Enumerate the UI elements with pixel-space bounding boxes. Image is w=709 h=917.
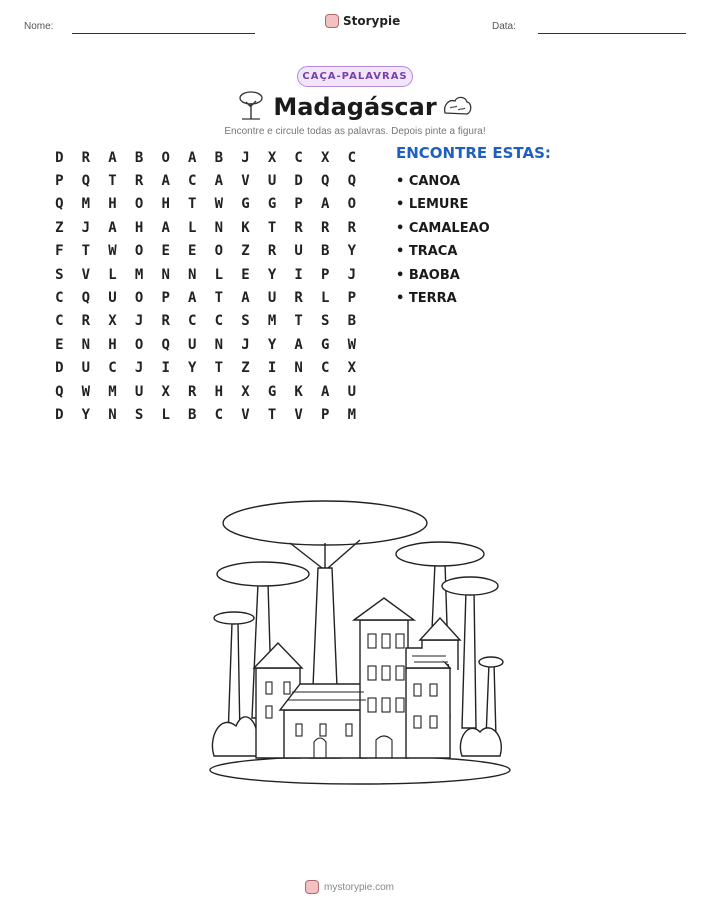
grid-cell[interactable]: L <box>161 406 170 423</box>
grid-cell[interactable]: J <box>241 336 250 353</box>
grid-cell[interactable]: C <box>108 360 117 377</box>
grid-cell[interactable]: R <box>321 219 330 236</box>
grid-cell[interactable]: V <box>241 173 250 190</box>
grid-cell[interactable]: N <box>81 336 91 353</box>
word-list-item: • TERRA <box>396 290 457 306</box>
grid-cell[interactable]: R <box>161 313 170 330</box>
grid-cell[interactable]: U <box>347 383 357 400</box>
grid-cell[interactable]: C <box>294 149 303 166</box>
grid-cell[interactable]: X <box>267 149 277 166</box>
grid-cell[interactable]: L <box>188 219 197 236</box>
grid-cell[interactable]: H <box>161 196 170 213</box>
grid-cell[interactable]: U <box>108 290 117 307</box>
grid-cell[interactable]: X <box>108 313 117 330</box>
grid-cell[interactable]: P <box>321 266 330 283</box>
grid-cell[interactable]: I <box>161 360 170 377</box>
name-line[interactable] <box>72 33 255 34</box>
grid-cell[interactable]: N <box>108 406 117 423</box>
storypie-logo-icon <box>325 14 339 28</box>
grid-cell[interactable]: S <box>241 313 250 330</box>
grid-cell[interactable]: M <box>267 313 277 330</box>
grid-cell[interactable]: C <box>55 313 64 330</box>
grid-cell[interactable]: N <box>214 336 224 353</box>
footer-url[interactable]: mystorypie.com <box>324 881 395 893</box>
word-list-title: ENCONTRE ESTAS: <box>396 144 551 162</box>
date-line[interactable] <box>538 33 686 34</box>
grid-cell[interactable]: V <box>294 406 303 423</box>
grid-cell[interactable]: R <box>294 219 303 236</box>
grid-cell[interactable]: R <box>81 149 91 166</box>
grid-cell[interactable]: T <box>214 290 224 307</box>
grid-cell[interactable]: D <box>55 149 64 166</box>
date-label: Data: <box>492 21 516 32</box>
grid-cell[interactable]: J <box>134 313 144 330</box>
grid-cell[interactable]: J <box>241 149 250 166</box>
grid-cell[interactable]: S <box>134 406 144 423</box>
grid-cell[interactable]: C <box>188 313 197 330</box>
bush-icon <box>441 93 473 119</box>
grid-cell[interactable]: U <box>134 383 144 400</box>
grid-cell[interactable]: X <box>347 360 357 377</box>
grid-cell[interactable]: J <box>347 266 357 283</box>
grid-cell[interactable]: D <box>55 406 64 423</box>
letter-grid[interactable] <box>46 146 365 427</box>
grid-cell[interactable]: F <box>55 243 64 260</box>
grid-cell[interactable]: A <box>161 173 170 190</box>
grid-cell[interactable]: C <box>55 290 64 307</box>
grid-cell[interactable]: Q <box>81 173 91 190</box>
grid-cell[interactable]: A <box>321 196 330 213</box>
grid-cell[interactable]: H <box>134 219 144 236</box>
brand <box>325 14 400 28</box>
grid-cell[interactable]: C <box>347 149 357 166</box>
grid-cell[interactable]: A <box>161 219 170 236</box>
grid-cell[interactable]: E <box>161 243 170 260</box>
grid-cell[interactable]: E <box>55 336 64 353</box>
grid-cell[interactable]: I <box>267 360 277 377</box>
grid-cell[interactable]: Q <box>55 196 64 213</box>
grid-cell[interactable]: Z <box>55 219 64 236</box>
grid-cell[interactable]: M <box>134 266 144 283</box>
grid-cell[interactable]: Y <box>267 266 277 283</box>
grid-cell[interactable]: B <box>214 149 224 166</box>
grid-cell[interactable]: B <box>134 149 144 166</box>
grid-cell[interactable]: Y <box>267 336 277 353</box>
grid-cell[interactable]: N <box>294 360 303 377</box>
grid-cell[interactable]: B <box>188 406 197 423</box>
word-list-item: • CAMALEAO <box>396 220 490 236</box>
grid-cell[interactable]: A <box>214 173 224 190</box>
grid-cell[interactable]: N <box>161 266 170 283</box>
grid-cell[interactable]: D <box>55 360 64 377</box>
grid-cell[interactable]: D <box>294 173 303 190</box>
grid-cell[interactable]: Y <box>347 243 357 260</box>
grid-cell[interactable]: L <box>214 266 224 283</box>
grid-cell[interactable]: U <box>267 173 277 190</box>
grid-cell[interactable]: Y <box>81 406 91 423</box>
grid-cell[interactable]: Q <box>81 290 91 307</box>
word-list-item: • LEMURE <box>396 197 469 213</box>
grid-cell[interactable]: R <box>347 219 357 236</box>
grid-cell[interactable]: U <box>188 336 197 353</box>
grid-cell[interactable]: H <box>214 383 224 400</box>
grid-cell[interactable]: N <box>188 266 197 283</box>
grid-cell[interactable]: P <box>161 290 170 307</box>
page-title: Madagáscar <box>273 93 437 121</box>
grid-cell[interactable]: A <box>108 219 117 236</box>
grid-cell[interactable]: T <box>294 313 303 330</box>
brand-name: Storypie <box>343 14 401 28</box>
grid-cell[interactable]: A <box>108 149 117 166</box>
grid-cell[interactable]: X <box>161 383 170 400</box>
grid-cell[interactable]: O <box>134 290 144 307</box>
word-list <box>396 170 490 310</box>
grid-cell[interactable]: N <box>214 219 224 236</box>
grid-cell[interactable]: T <box>214 360 224 377</box>
grid-cell[interactable]: G <box>267 196 277 213</box>
grid-cell[interactable]: C <box>214 313 224 330</box>
word-list-item: • BAOBA <box>396 267 460 283</box>
grid-cell[interactable]: O <box>347 196 357 213</box>
baobab-castle-illustration <box>200 488 520 788</box>
storypie-logo-icon <box>305 880 319 894</box>
grid-cell[interactable]: R <box>188 383 197 400</box>
grid-cell[interactable]: T <box>108 173 117 190</box>
grid-cell[interactable]: A <box>188 149 197 166</box>
grid-cell[interactable]: B <box>321 243 330 260</box>
grid-cell[interactable]: T <box>267 219 277 236</box>
name-label: Nome: <box>24 21 54 32</box>
grid-cell[interactable]: G <box>241 196 250 213</box>
grid-cell[interactable]: O <box>161 149 170 166</box>
grid-cell[interactable]: O <box>134 243 144 260</box>
grid-cell[interactable]: H <box>108 196 117 213</box>
grid-cell[interactable]: X <box>241 383 250 400</box>
grid-cell[interactable]: M <box>81 196 91 213</box>
grid-cell[interactable]: O <box>134 336 144 353</box>
grid-cell[interactable]: R <box>81 313 91 330</box>
grid-cell[interactable]: R <box>267 243 277 260</box>
grid-cell[interactable]: W <box>214 196 224 213</box>
grid-cell[interactable]: U <box>267 290 277 307</box>
grid-cell[interactable]: Z <box>241 243 250 260</box>
grid-cell[interactable]: K <box>241 219 250 236</box>
grid-cell[interactable]: V <box>81 266 91 283</box>
grid-cell[interactable]: U <box>81 360 91 377</box>
grid-cell[interactable]: Z <box>241 360 250 377</box>
grid-cell[interactable]: O <box>214 243 224 260</box>
grid-cell[interactable]: T <box>267 406 277 423</box>
grid-cell[interactable]: W <box>108 243 117 260</box>
grid-cell[interactable]: T <box>188 196 197 213</box>
grid-cell[interactable]: S <box>55 266 64 283</box>
word-list-item: • TRACA <box>396 244 458 260</box>
grid-cell[interactable]: Q <box>347 173 357 190</box>
grid-cell[interactable]: U <box>294 243 303 260</box>
grid-cell[interactable]: C <box>321 360 330 377</box>
grid-cell[interactable]: G <box>321 336 330 353</box>
grid-cell[interactable]: X <box>321 149 330 166</box>
grid-cell[interactable]: O <box>134 196 144 213</box>
grid-cell[interactable]: H <box>108 336 117 353</box>
grid-cell[interactable]: C <box>188 173 197 190</box>
grid-cell[interactable]: Y <box>188 360 197 377</box>
grid-cell[interactable]: E <box>241 266 250 283</box>
grid-cell[interactable]: W <box>347 336 357 353</box>
grid-cell[interactable]: M <box>108 383 117 400</box>
grid-cell[interactable]: A <box>188 290 197 307</box>
grid-cell[interactable]: E <box>188 243 197 260</box>
grid-cell[interactable]: A <box>294 336 303 353</box>
word-list-item: • CANOA <box>396 174 461 189</box>
grid-cell[interactable]: P <box>321 406 330 423</box>
grid-cell[interactable]: Q <box>55 383 64 400</box>
grid-cell[interactable]: M <box>347 406 357 423</box>
grid-cell[interactable]: S <box>321 313 330 330</box>
grid-cell[interactable]: Q <box>161 336 170 353</box>
grid-cell[interactable]: A <box>321 383 330 400</box>
grid-cell[interactable]: W <box>81 383 91 400</box>
grid-cell[interactable]: L <box>321 290 330 307</box>
grid-cell[interactable]: J <box>134 360 144 377</box>
grid-cell[interactable]: C <box>214 406 224 423</box>
grid-cell[interactable]: Q <box>321 173 330 190</box>
footer <box>305 880 394 894</box>
grid-cell[interactable]: G <box>267 383 277 400</box>
grid-cell[interactable]: V <box>241 406 250 423</box>
grid-cell[interactable]: K <box>294 383 303 400</box>
grid-cell[interactable]: P <box>55 173 64 190</box>
category-badge: CAÇA-PALAVRAS <box>297 66 413 87</box>
instructions: Encontre e circule todas as palavras. Depois pinte a figura! <box>224 126 486 137</box>
grid-cell[interactable]: B <box>347 313 357 330</box>
grid-cell[interactable]: P <box>294 196 303 213</box>
grid-cell[interactable]: A <box>241 290 250 307</box>
grid-cell[interactable]: I <box>294 266 303 283</box>
grid-cell[interactable]: L <box>108 266 117 283</box>
grid-cell[interactable]: J <box>81 219 91 236</box>
grid-cell[interactable]: R <box>134 173 144 190</box>
grid-cell[interactable]: R <box>294 290 303 307</box>
grid-cell[interactable]: T <box>81 243 91 260</box>
grid-cell[interactable]: P <box>347 290 357 307</box>
